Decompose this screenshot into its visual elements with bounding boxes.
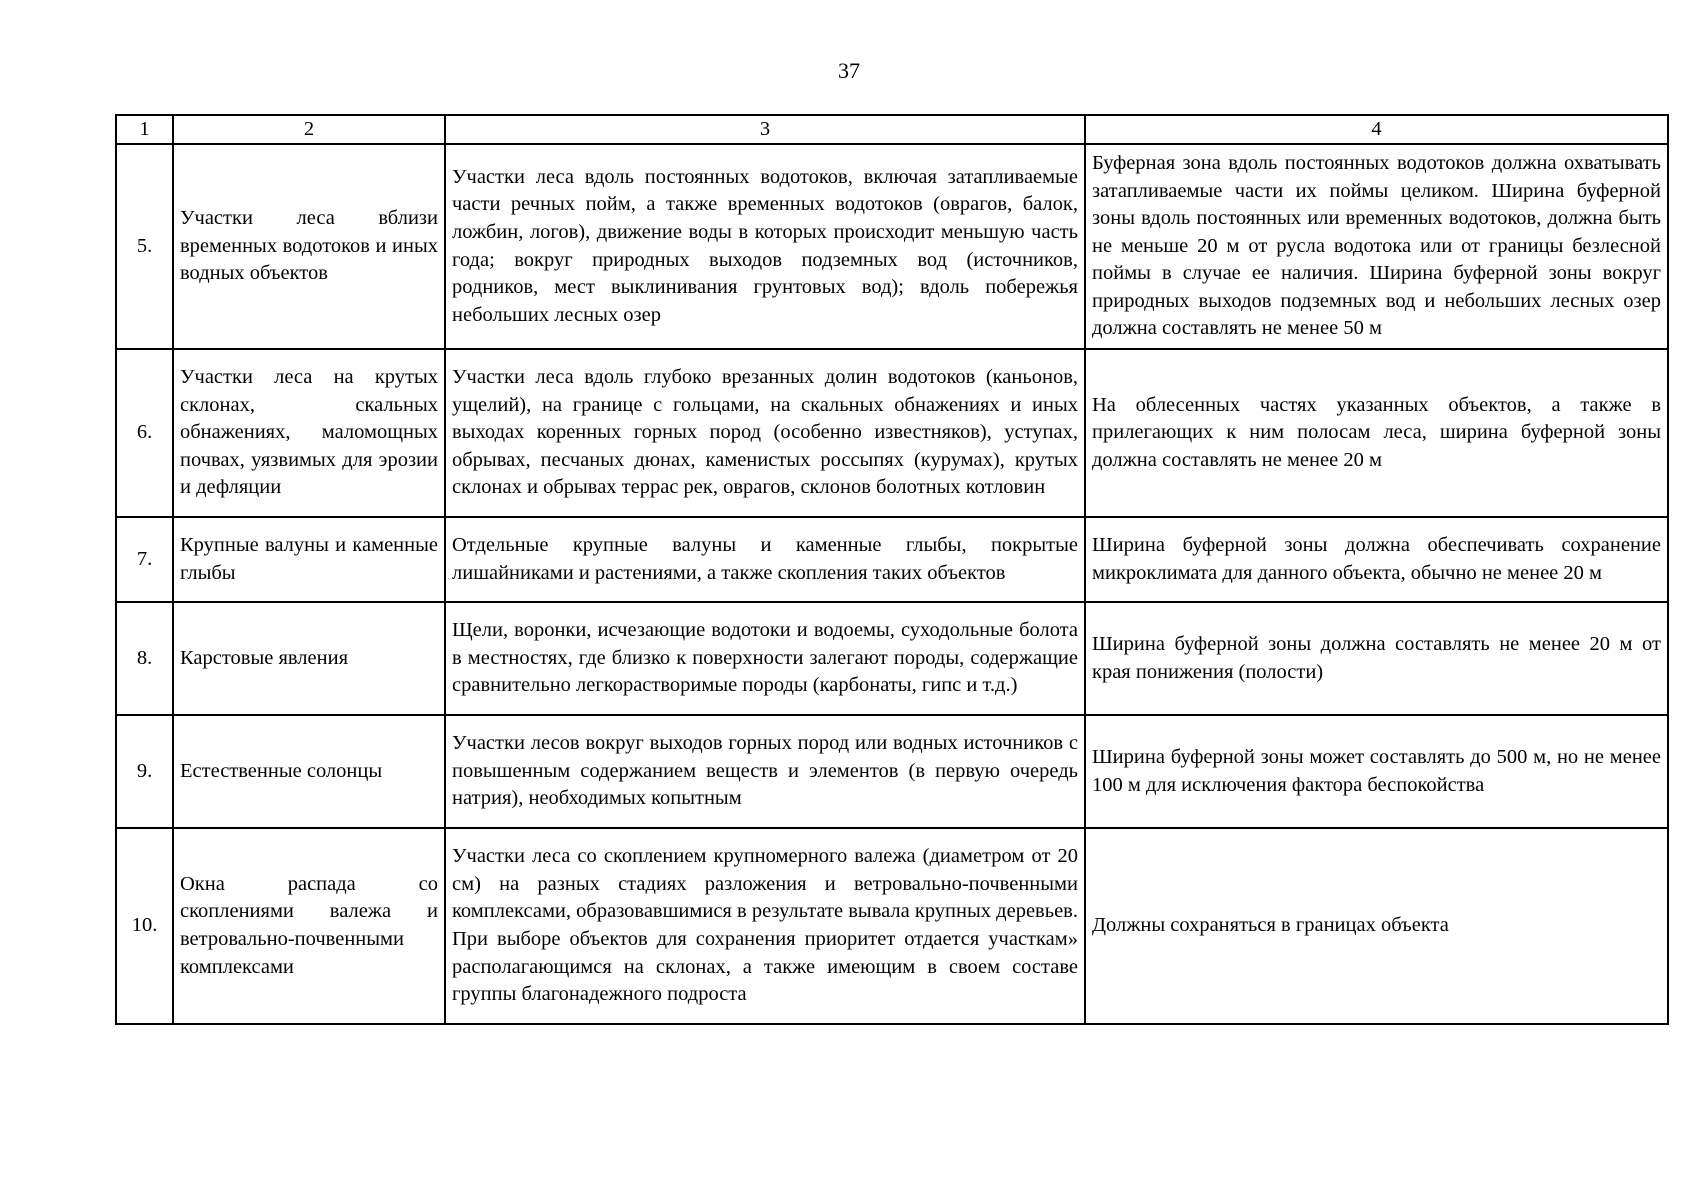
row-buffer: Буферная зона вдоль постоянных водотоков должна охватывать затапливаемые части их поймы целиком. Ширина буферной зоны вдоль постоянных или временных водотоков, должна быть не меньше 20 м от русла водотока или от границы безлесной поймы в случае ее наличия. Ширина буферной зоны вокруг природных выходов подземных вод и небольших лесных озер должна составлять не менее 50 м [1085, 144, 1668, 349]
row-buffer: Должны сохраняться в границах объекта [1085, 828, 1668, 1024]
table-row [116, 602, 1668, 715]
row-description: Участки леса со скоплением крупномерного валежа (диаметром от 20 см) на разных стадиях разложения и ветровально-почвенными комплексами, образовавшимися в результате вывала крупных деревьев. При выборе объектов для сохранения приоритет отдается участкам» располагающимся на склонах, а также имеющим в своем составе группы благонадежного подроста [445, 828, 1085, 1024]
row-buffer: Ширина буферной зоны может составлять до 500 м, но не менее 100 м для исключения фактора беспокойства [1085, 715, 1668, 828]
row-buffer: Ширина буферной зоны должна составлять не менее 20 м от края понижения (полости) [1085, 602, 1668, 715]
row-description: Участки леса вдоль постоянных водотоков, включая затапливаемые части речных пойм, а также временных водотоков (оврагов, балок, ложбин, логов), движение воды в которых происходит меньшую часть года; вокруг природных выходов подземных вод (источников, родников, мест выклинивания грунтовых вод); вдоль побережья небольших лесных озер [445, 144, 1085, 349]
column-header-object: 2 [173, 115, 445, 144]
row-buffer: Ширина буферной зоны должна обеспечивать сохранение микроклимата для данного объекта, обычно не менее 20 м [1085, 517, 1668, 602]
table-row [116, 144, 1668, 349]
table-row [116, 828, 1668, 1024]
row-number: 6. [116, 349, 173, 517]
row-buffer: На облесенных частях указанных объектов, а также в прилегающих к ним полосам леса, ширина буферной зоны должна составлять не менее 20 м [1085, 349, 1668, 517]
table-row [116, 715, 1668, 828]
row-object: Участки леса вблизи временных водотоков и иных водных объектов [173, 144, 445, 349]
row-description: Участки лесов вокруг выходов горных пород или водных источников с повышенным содержанием веществ и элементов (в первую очередь натрия), необходимых копытным [445, 715, 1085, 828]
row-object: Участки леса на крутых склонах, скальных обнажениях, маломощных почвах, уязвимых для эрозии и дефляции [173, 349, 445, 517]
row-object: Карстовые явления [173, 602, 445, 715]
table-header-row [116, 115, 1668, 144]
column-header-description: 3 [445, 115, 1085, 144]
row-object: Естественные солонцы [173, 715, 445, 828]
table-row [116, 349, 1668, 517]
row-number: 9. [116, 715, 173, 828]
row-number: 5. [116, 144, 173, 349]
column-header-buffer: 4 [1085, 115, 1668, 144]
table-row [116, 517, 1668, 602]
row-description: Участки леса вдоль глубоко врезанных долин водотоков (каньонов, ущелий), на границе с гольцами, на скальных обнажениях и иных выходах коренных горных пород (особенно известняков), уступах, обрывах, песчаных дюнах, каменистых россыпях (курумах), крутых склонах и обрывах террас рек, оврагов, склонов болотных котловин [445, 349, 1085, 517]
row-description: Отдельные крупные валуны и каменные глыбы, покрытые лишайниками и растениями, а также скопления таких объектов [445, 517, 1085, 602]
row-number: 10. [116, 828, 173, 1024]
row-number: 8. [116, 602, 173, 715]
page-number: 37 [838, 58, 860, 83]
row-object: Окна распада со скоплениями валежа и ветровально-почвенными комплексами [173, 828, 445, 1024]
column-header-number: 1 [116, 115, 173, 144]
row-number: 7. [116, 517, 173, 602]
conservation-objects-table [115, 114, 1669, 1025]
row-object: Крупные валуны и каменные глыбы [173, 517, 445, 602]
row-description: Щели, воронки, исчезающие водотоки и водоемы, суходольные болота в местностях, где близко к поверхности залегают породы, содержащие сравнительно легкорастворимые породы (карбонаты, гипс и т.д.) [445, 602, 1085, 715]
